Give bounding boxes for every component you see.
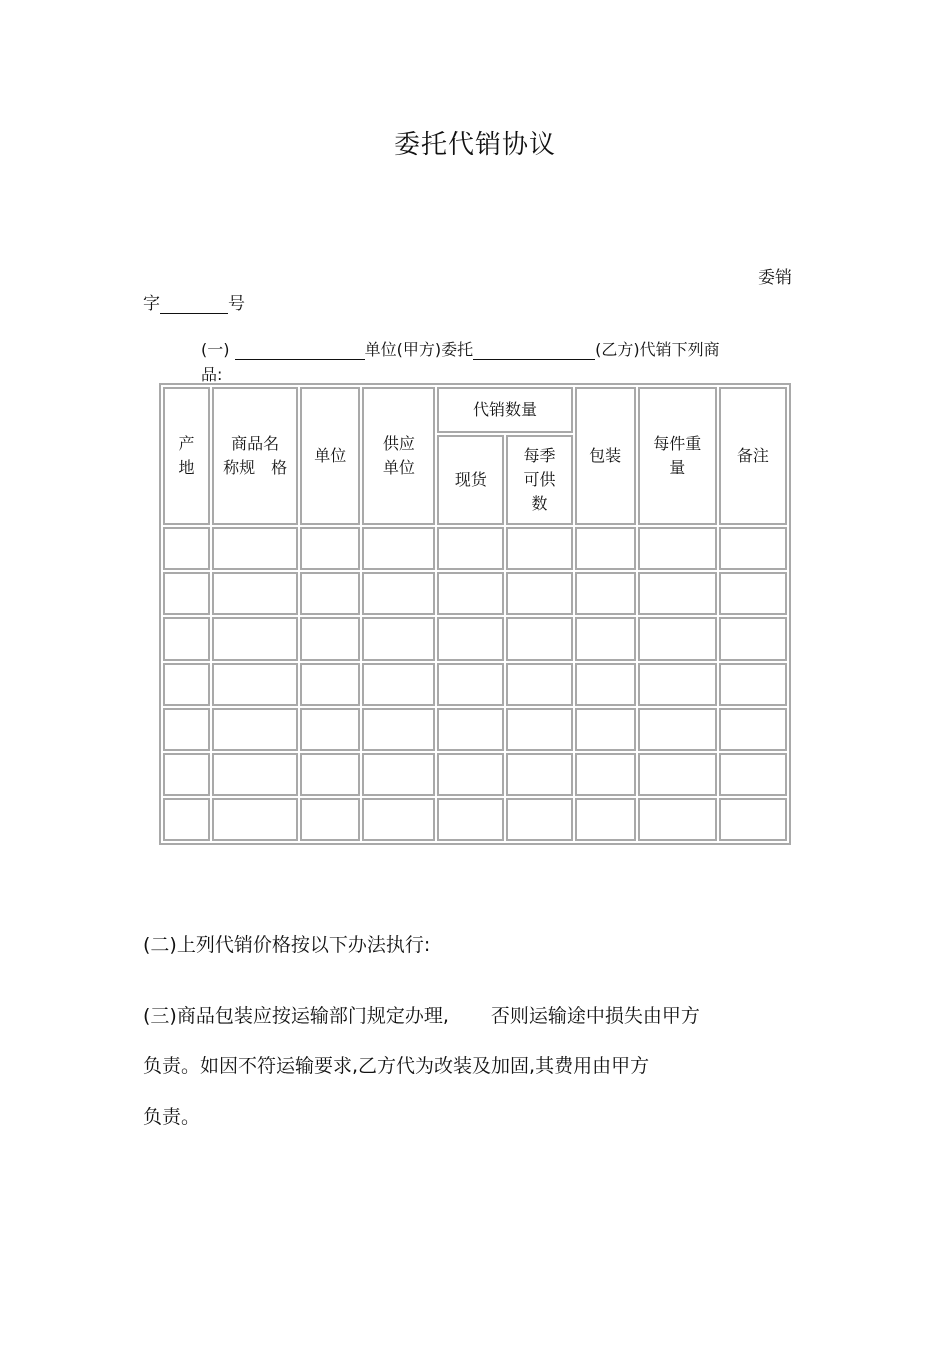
clause-1-party-b: (乙方)代销下列商	[595, 340, 720, 359]
table-cell[interactable]	[212, 527, 298, 570]
table-cell[interactable]	[437, 798, 504, 841]
table-body	[163, 527, 787, 841]
clause-3-line-1b: 否则运输途中损失由甲方	[490, 1005, 700, 1027]
table-cell[interactable]	[638, 798, 717, 841]
table-cell[interactable]	[437, 572, 504, 615]
party-a-blank	[235, 343, 365, 360]
clause-3-line-1a: (三)商品包装应按运输部门规定办理,	[143, 1005, 449, 1027]
table-cell[interactable]	[719, 798, 787, 841]
table-cell[interactable]	[719, 663, 787, 706]
table-row	[163, 663, 787, 706]
table-cell[interactable]	[575, 753, 636, 796]
table-cell[interactable]	[300, 708, 360, 751]
table-cell[interactable]	[638, 663, 717, 706]
clause-3-line-1	[143, 1001, 700, 1028]
clause-2: (二)上列代销价格按以下办法执行:	[143, 934, 431, 956]
table-cell[interactable]	[300, 663, 360, 706]
doc-number-prefix: 委销	[758, 268, 792, 288]
doc-number-char: 字	[143, 294, 160, 314]
table-cell[interactable]	[163, 527, 210, 570]
table-row	[163, 572, 787, 615]
doc-number-suffix: 号	[228, 294, 245, 314]
table-cell[interactable]	[212, 617, 298, 660]
party-b-blank	[473, 343, 595, 360]
table-cell[interactable]	[163, 617, 210, 660]
table-cell[interactable]	[575, 572, 636, 615]
table-cell[interactable]	[638, 617, 717, 660]
table-cell[interactable]	[437, 753, 504, 796]
table-cell[interactable]	[575, 527, 636, 570]
doc-number-blank	[160, 297, 228, 314]
header-per-season: 每季可供数	[506, 435, 572, 525]
clause-3-line-3: 负责。	[143, 1106, 201, 1128]
table-cell[interactable]	[575, 708, 636, 751]
clause-1-party-a: 单位(甲方)委托	[364, 340, 474, 359]
table-cell[interactable]	[300, 572, 360, 615]
table-cell[interactable]	[719, 708, 787, 751]
table-cell[interactable]	[212, 708, 298, 751]
header-weight-per-piece: 每件重量	[638, 387, 717, 525]
table-cell[interactable]	[638, 753, 717, 796]
table-row	[163, 753, 787, 796]
table-cell[interactable]	[163, 798, 210, 841]
header-in-stock: 现货	[437, 435, 504, 525]
table-cell[interactable]	[362, 753, 435, 796]
table-cell[interactable]	[300, 617, 360, 660]
table-cell[interactable]	[163, 753, 210, 796]
table-cell[interactable]	[362, 527, 435, 570]
page-title: 委托代销协议	[393, 130, 556, 160]
table-cell[interactable]	[575, 617, 636, 660]
clause-3-line-2: 负责。如因不符运输要求,乙方代为改装及加固,其费用由甲方	[143, 1055, 650, 1077]
table-row	[163, 798, 787, 841]
table-cell[interactable]	[362, 617, 435, 660]
table-cell[interactable]	[362, 708, 435, 751]
table-cell[interactable]	[506, 572, 572, 615]
table-row	[163, 527, 787, 570]
table-cell[interactable]	[212, 663, 298, 706]
table-cell[interactable]	[163, 572, 210, 615]
table-cell[interactable]	[212, 798, 298, 841]
table-cell[interactable]	[506, 708, 572, 751]
clause-1-wrap: 品:	[201, 365, 223, 384]
table-cell[interactable]	[300, 753, 360, 796]
header-origin: 产地	[163, 387, 210, 525]
table-cell[interactable]	[506, 527, 572, 570]
table-cell[interactable]	[506, 617, 572, 660]
table-cell[interactable]	[506, 753, 572, 796]
table-cell[interactable]	[719, 527, 787, 570]
table-cell[interactable]	[362, 572, 435, 615]
table-cell[interactable]	[719, 753, 787, 796]
header-consign-qty: 代销数量	[437, 387, 572, 433]
goods-table	[159, 383, 791, 845]
table-cell[interactable]	[362, 798, 435, 841]
table-row	[163, 617, 787, 660]
table-cell[interactable]	[719, 572, 787, 615]
table-cell[interactable]	[719, 617, 787, 660]
table-cell[interactable]	[212, 753, 298, 796]
clause-1-open: (一)	[201, 340, 230, 359]
table-cell[interactable]	[437, 527, 504, 570]
table-cell[interactable]	[575, 798, 636, 841]
table-cell[interactable]	[362, 663, 435, 706]
clause-1	[201, 337, 720, 360]
table-cell[interactable]	[638, 708, 717, 751]
table-cell[interactable]	[506, 798, 572, 841]
table-cell[interactable]	[638, 572, 717, 615]
header-remarks: 备注	[719, 387, 787, 525]
table-cell[interactable]	[437, 708, 504, 751]
header-supplier: 供应单位	[362, 387, 435, 525]
table-cell[interactable]	[437, 617, 504, 660]
table-cell[interactable]	[638, 527, 717, 570]
doc-number-line	[143, 289, 245, 314]
header-packing: 包装	[575, 387, 636, 525]
table-cell[interactable]	[300, 798, 360, 841]
table-cell[interactable]	[163, 708, 210, 751]
table-cell[interactable]	[437, 663, 504, 706]
header-unit: 单位	[300, 387, 360, 525]
table-row	[163, 708, 787, 751]
table-cell[interactable]	[212, 572, 298, 615]
table-cell[interactable]	[300, 527, 360, 570]
header-name-spec: 商品名 称规 格	[212, 387, 298, 525]
table-cell[interactable]	[506, 663, 572, 706]
table-cell[interactable]	[575, 663, 636, 706]
table-cell[interactable]	[163, 663, 210, 706]
